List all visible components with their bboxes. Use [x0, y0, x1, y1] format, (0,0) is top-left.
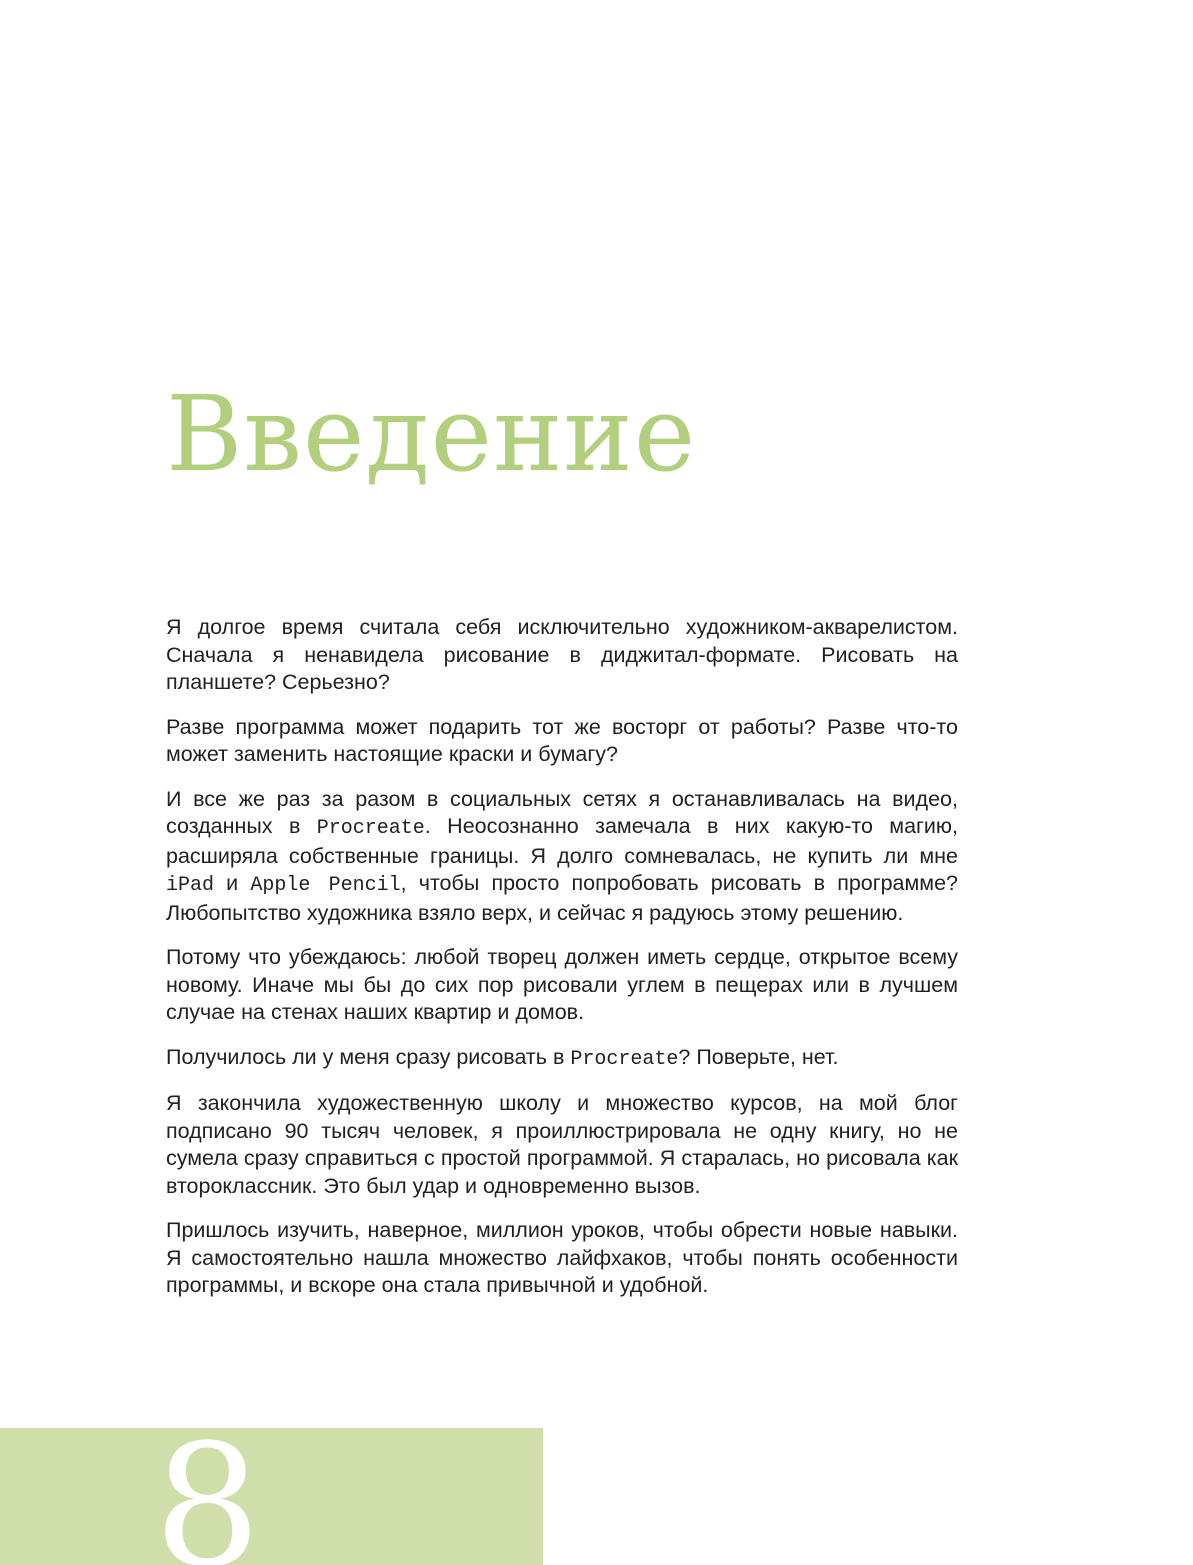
page-number: 8 [154, 1428, 261, 1565]
text-run: ? Поверьте, нет. [678, 1044, 839, 1069]
body-text [166, 614, 958, 1317]
text-run: И все же раз за разом в социальных сетях я останавливалась на видео, созданных в [166, 786, 958, 838]
page-title: Введение [166, 373, 697, 495]
paragraph: Разве программа может подарить тот же восторг от работы? Разве что-то может заменить настоящие краски и бумагу? [166, 714, 958, 766]
term-ipad: iPad [166, 874, 215, 897]
paragraph: Пришлось изучить, наверное, миллион уроков, чтобы обрести новые навыки. Я самостоятельно нашла множество лайфхаков, чтобы понять особенности программы, и вскоре она стала привычной и удобной. [166, 1218, 958, 1297]
term-procreate: Procreate [570, 1047, 679, 1071]
paragraph [166, 1044, 958, 1074]
term-apple-pencil: Apple Pencil [250, 874, 401, 897]
text-run: . Неосознанно замечала в них какую-то магию, расширяла собственные границы. Я долго сомневалась, не купить ли мне [166, 814, 958, 868]
text-run: , чтобы просто попробовать рисовать в программе? Любопытство художника взяло верх, и сейчас я радуюсь этому решению. [166, 871, 958, 925]
text-run: Получилось ли у меня сразу рисовать в [166, 1044, 571, 1069]
paragraph: Я долгое время считала себя исключительно художником-акварелистом. Сначала я ненавидела рисование в диджитал-формате. Рисовать на планшете? Серьезно? [166, 615, 958, 694]
paragraph [166, 786, 958, 928]
paragraph: Я закончила художественную школу и множество курсов, на мой блог подписано 90 тысяч человек, я проиллюстрировала не одну книгу, но не сумела сразу справиться с простой программой. Я старалась, но рисовала как второклассник. Это был удар и одновременно вызов. [166, 1091, 958, 1198]
paragraph: Потому что убеждаюсь: любой творец должен иметь сердце, открытое всему новому. Иначе мы бы до сих пор рисовали углем в пещерах или в лучшем случае на стенах наших квартир и домов. [166, 945, 958, 1024]
page-number-tab [0, 1428, 543, 1565]
term-procreate: Procreate [316, 817, 425, 840]
text-run: и [214, 871, 251, 895]
